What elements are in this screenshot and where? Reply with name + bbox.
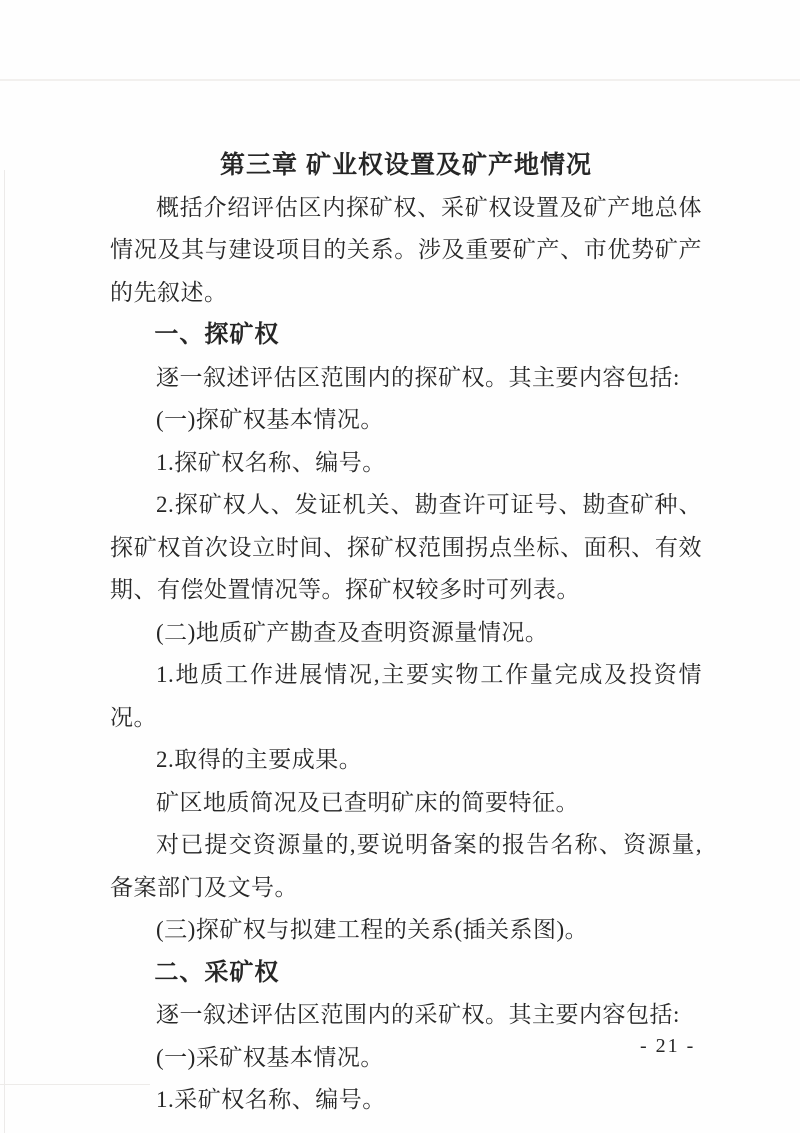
paragraph: 矿区地质简况及已查明矿床的简要特征。 [156, 789, 579, 815]
paragraph: 逐一叙述评估区范围内的采矿权。其主要内容包括: [156, 1002, 680, 1027]
paragraph: (一)采矿权基本情况。 [156, 1044, 384, 1070]
page-number: - 21 - [640, 1035, 696, 1057]
paragraph: (三)探矿权与拟建工程的关系(插关系图)。 [156, 917, 589, 942]
scan-edge-line-top [0, 79, 800, 81]
section-heading: 二、采矿权 [154, 958, 280, 986]
paragraph: 2.取得的主要成果。 [156, 747, 363, 772]
paragraph: 2.探矿权人、发证机关、勘查许可证号、勘查矿种、探矿权首次设立时间、探矿权范围拐点坐标、面积、有效期、有偿处置情况等。探矿权较多时可列表。 [110, 492, 702, 602]
paragraph: (二)地质矿产勘查及查明资源量情况。 [156, 619, 549, 645]
paragraph: 概括介绍评估区内探矿权、采矿权设置及矿产地总体情况及其与建设项目的关系。涉及重要矿产、市优势矿产的先叙述。 [110, 194, 702, 305]
paragraph: 1.地质工作进展情况,主要实物工作量完成及投资情况。 [110, 662, 702, 730]
scan-edge-line-left [4, 170, 5, 1133]
chapter-title: 第三章 矿业权设置及矿产地情况 [220, 151, 592, 179]
document-content [110, 144, 702, 1122]
paragraph: (一)探矿权基本情况。 [156, 407, 384, 432]
paragraph: 1.探矿权名称、编号。 [156, 449, 386, 475]
paragraph: 逐一叙述评估区范围内的探矿权。其主要内容包括: [156, 364, 680, 390]
paragraph: 对已提交资源量的,要说明备案的报告名称、资源量,备案部门及文号。 [110, 832, 702, 900]
paragraph: 1.采矿权名称、编号。 [156, 1087, 386, 1112]
section-heading: 一、探矿权 [154, 321, 280, 348]
